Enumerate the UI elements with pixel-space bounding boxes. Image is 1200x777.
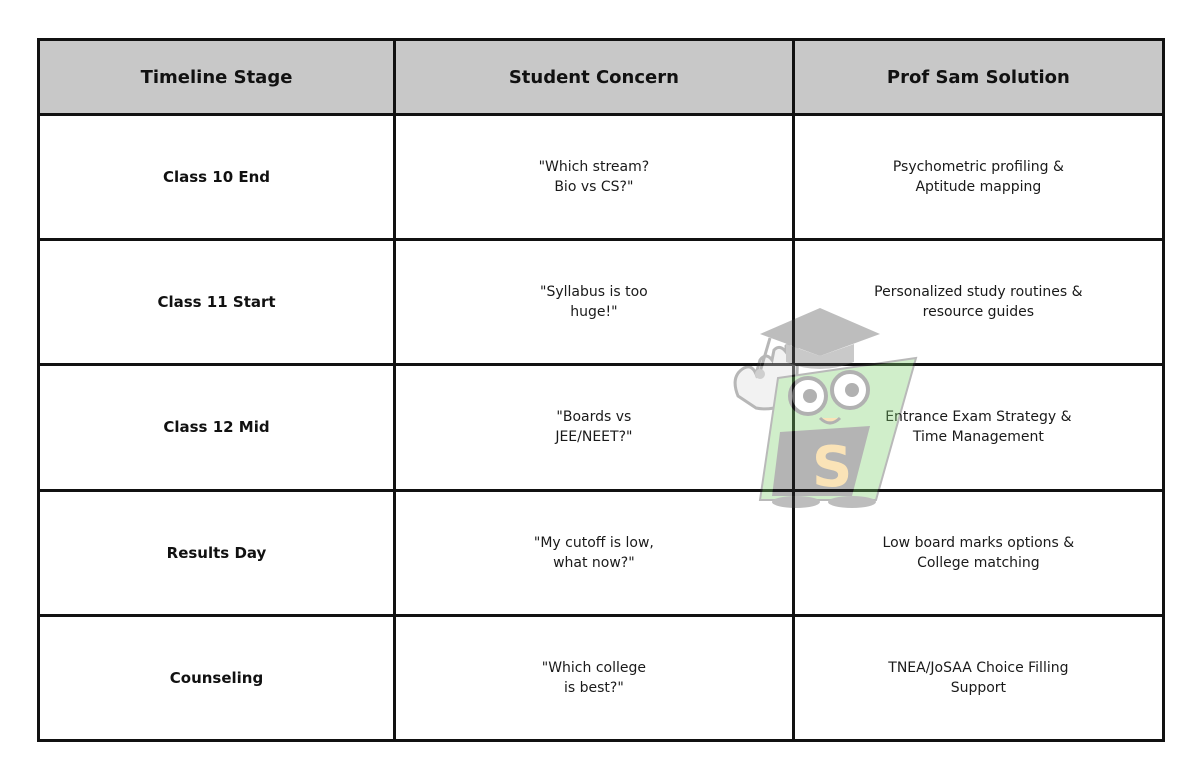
solution-cell [793, 365, 1163, 490]
stage-cell: Results Day [39, 490, 395, 615]
table-header [39, 40, 1164, 115]
concern-line: "My cutoff is low, [533, 534, 654, 551]
solution-cell [793, 490, 1163, 615]
concern-cell [395, 490, 794, 615]
solution-cell [793, 115, 1163, 240]
timeline-table [37, 38, 1165, 742]
solution-line: Time Management [912, 429, 1044, 446]
timeline-table-container [37, 38, 1165, 742]
solution-line: College matching [917, 554, 1040, 571]
header-timeline-stage: Timeline Stage [39, 40, 395, 115]
table-row [39, 365, 1164, 490]
solution-line: Low board marks options & [882, 534, 1075, 551]
concern-cell [395, 615, 794, 740]
header-row [39, 40, 1164, 115]
concern-line: "Which stream? [538, 159, 650, 176]
concern-line: huge!" [570, 304, 618, 321]
concern-cell [395, 240, 794, 365]
header-student-concern: Student Concern [395, 40, 794, 115]
table-row [39, 240, 1164, 365]
stage-cell: Class 10 End [39, 115, 395, 240]
stage-cell: Class 11 Start [39, 240, 395, 365]
concern-line: "Syllabus is too [540, 284, 648, 301]
header-prof-sam-solution: Prof Sam Solution [793, 40, 1163, 115]
concern-line: "Which college [541, 659, 646, 676]
table-row [39, 615, 1164, 740]
concern-line: "Boards vs [556, 409, 632, 426]
concern-cell [395, 115, 794, 240]
mascot-letter: S [812, 435, 853, 500]
concern-line: what now?" [553, 554, 635, 571]
stage-cell: Class 12 Mid [39, 365, 395, 490]
concern-cell [395, 365, 794, 490]
solution-line: Psychometric profiling & [892, 159, 1064, 176]
solution-line: Support [950, 679, 1007, 696]
concern-line: Bio vs CS?" [554, 179, 634, 196]
table-body [39, 115, 1164, 741]
solution-line: Entrance Exam Strategy & [885, 409, 1072, 426]
table-row [39, 115, 1164, 240]
solution-cell [793, 615, 1163, 740]
concern-line: JEE/NEET?" [555, 429, 633, 446]
stage-cell: Counseling [39, 615, 395, 740]
concern-line: is best?" [563, 679, 624, 696]
solution-line: TNEA/JoSAA Choice Filling [888, 659, 1069, 676]
table-row [39, 490, 1164, 615]
solution-line: resource guides [922, 304, 1035, 321]
solution-line: Personalized study routines & [874, 284, 1083, 301]
solution-cell [793, 240, 1163, 365]
solution-line: Aptitude mapping [915, 179, 1042, 196]
